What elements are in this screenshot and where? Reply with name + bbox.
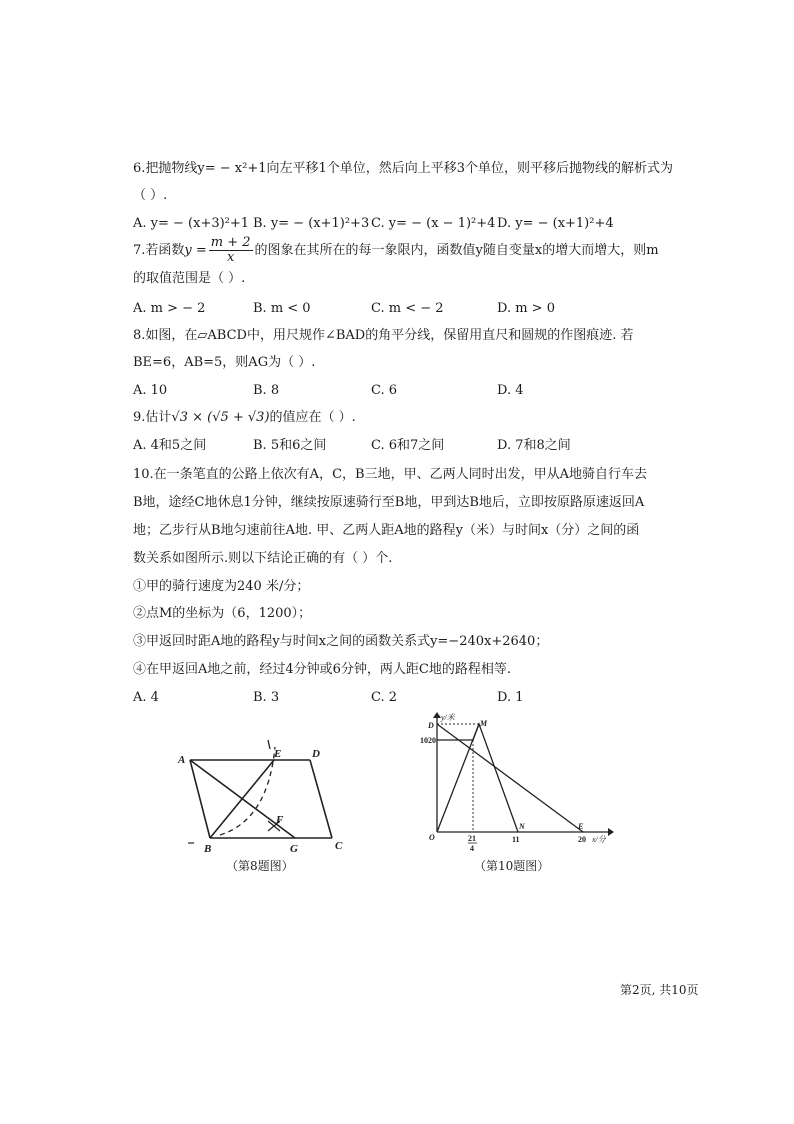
q7-line2: 的取值范围是（ ）. <box>133 271 246 286</box>
figure8-caption: （第8题图） <box>226 859 294 873</box>
q6-option-d: D. y= − (x+1)²+4 <box>497 216 614 231</box>
label-b: B <box>204 843 212 855</box>
q7-numerator: m + 2 <box>210 235 251 250</box>
x-axis-arrow <box>608 828 614 836</box>
q7-option-c: C. m < − 2 <box>371 301 444 316</box>
point-d: D <box>428 721 434 730</box>
point-e: E <box>578 822 584 831</box>
side-dc <box>310 760 332 838</box>
x-tick-11: 11 <box>512 835 520 844</box>
q9-option-b: B. 5和6之间 <box>253 438 327 453</box>
point-m: M <box>480 719 488 728</box>
q9-prefix: 9.估计 <box>133 410 172 425</box>
q10-option-b: B. 3 <box>253 690 280 705</box>
q9-stem <box>133 409 356 427</box>
x-tick-20: 20 <box>578 835 586 844</box>
q10-option-d: D. 1 <box>497 690 524 705</box>
q6-option-b: B. y= − (x+1)²+3 <box>253 216 370 231</box>
q6-blank: （ ）. <box>133 188 168 203</box>
x-axis-label: x/分 <box>592 835 606 844</box>
q9-option-c: C. 6和7之间 <box>371 438 445 453</box>
figure8-parallelogram <box>170 735 360 860</box>
y-axis-arrow <box>433 712 441 718</box>
q8-line1: 8.如图，在▱ABCD中，用尺规作∠BAD的角平分线，保留用直尺和圆规的作图痕迹. 若 <box>133 328 634 343</box>
q7-option-a: A. m > − 2 <box>133 301 206 316</box>
label-a: A <box>178 754 186 766</box>
q10-option-c: C. 2 <box>371 690 398 705</box>
q9-suffix: 的值应在（ ）. <box>269 410 356 425</box>
y-axis-label: y/米 <box>441 713 455 722</box>
point-n: N <box>519 822 525 831</box>
q7-option-d: D. m > 0 <box>497 301 555 316</box>
figure10-caption: （第10题图） <box>474 859 550 873</box>
q9-option-a: A. 4和5之间 <box>133 438 207 453</box>
q8-option-c: C. 6 <box>371 383 398 398</box>
q7-denominator: x <box>226 250 235 265</box>
q7-fraction <box>209 236 253 265</box>
q6-option-c: C. y= − (x − 1)²+4 <box>371 216 496 231</box>
label-f: F <box>276 814 284 826</box>
q6-stem: 6.把抛物线y= − x²+1向左平移1个单位，然后向上平移3个单位，则平移后抛物线的解析式为 <box>133 161 674 176</box>
q10-line4: 数关系如图所示.则以下结论正确的有（ ）个. <box>133 551 393 566</box>
x-tick-frac-den: 4 <box>470 844 474 853</box>
q10-line3: 地；乙步行从B地匀速前往A地. 甲、乙两人距A地的路程y（米）与时间x（分）之间的函 <box>133 523 640 538</box>
page-footer: 第2页, 共10页 <box>620 983 699 997</box>
q10-statement-4: ④在甲返回A地之前，经过4分钟或6分钟，两人距C地的路程相等. <box>133 662 512 677</box>
q10-line1: 10.在一条笔直的公路上依次有A，C，B三地，甲、乙两人同时出发，甲从A地骑自行车去 <box>133 467 647 482</box>
segment-be <box>210 760 274 838</box>
q9-expression: √3 × (√5 + √3) <box>171 410 270 425</box>
q7-suffix: 的图象在其所在的每一象限内，函数值y随自变量x的增大而增大，则m <box>254 243 659 258</box>
arc-tick <box>268 740 270 749</box>
q7-prefix: 7.若函数 <box>133 243 185 258</box>
point-o: O <box>429 833 435 842</box>
q7-stem <box>133 236 659 266</box>
label-d: D <box>312 748 320 760</box>
q10-line2: B地，途经C地休息1分钟，继续按原速骑行至B地，甲到达B地后，立即按原路原速返回A <box>133 495 645 510</box>
y-tick-1020: 1020 <box>420 736 436 745</box>
label-e: E <box>274 748 282 760</box>
q8-option-a: A. 10 <box>133 383 168 398</box>
q7-func-var: y = <box>184 243 207 258</box>
q10-option-a: A. 4 <box>133 690 159 705</box>
q8-option-d: D. 4 <box>497 383 524 398</box>
q8-option-b: B. 8 <box>253 383 280 398</box>
q10-statement-2: ②点M的坐标为（6，1200）； <box>133 606 312 621</box>
q10-statement-3: ③甲返回时距A地的路程y与时间x之间的函数关系式y=−240x+2640； <box>133 634 549 649</box>
q8-line2: BE=6，AB=5，则AG为（ ）. <box>133 355 316 370</box>
q6-option-a: A. y= − (x+3)²+1 <box>133 216 250 231</box>
x-tick-frac-num: 21 <box>468 834 476 843</box>
figure10-graph <box>420 712 620 862</box>
label-g: G <box>290 843 298 855</box>
q9-option-d: D. 7和8之间 <box>497 438 571 453</box>
label-c: C <box>335 840 343 852</box>
q7-option-b: B. m < 0 <box>253 301 311 316</box>
q10-statement-1: ①甲的骑行速度为240 米/分； <box>133 579 310 594</box>
